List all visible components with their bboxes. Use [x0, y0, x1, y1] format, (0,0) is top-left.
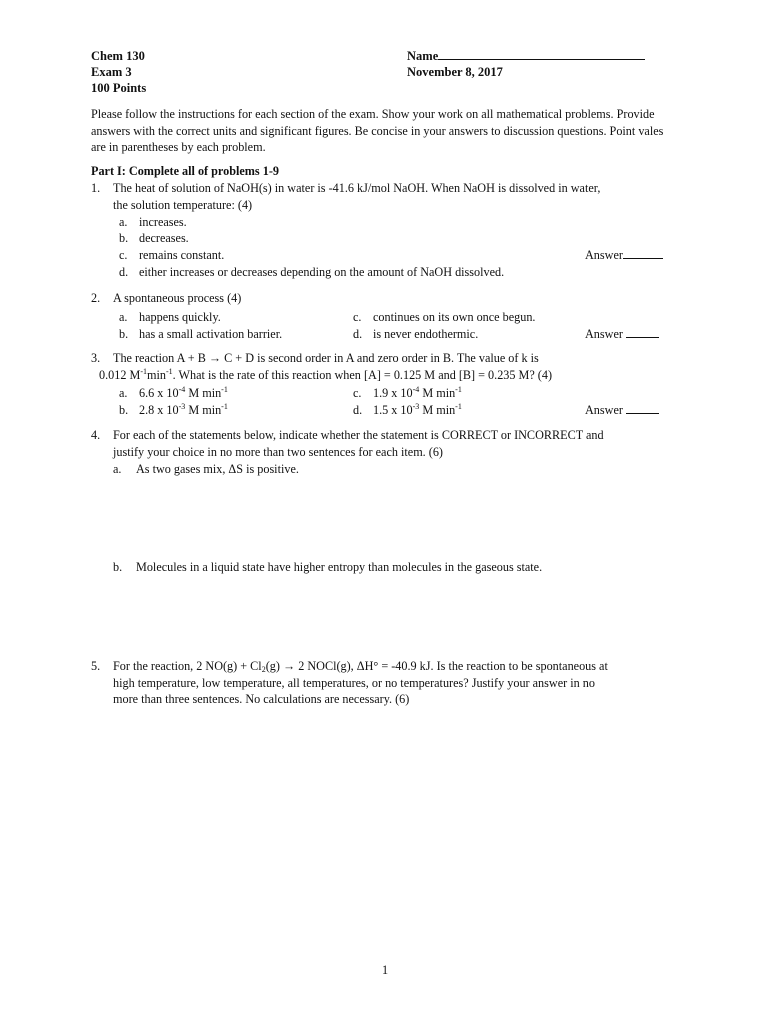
question-number: 1. [91, 181, 101, 195]
question-text-line: high temperature, low temperature, all temperatures, or no temperatures? Justify your answer in no [113, 675, 595, 690]
name-blank [438, 48, 645, 60]
question-4 [91, 427, 681, 587]
question-text-line: 0.012 $M^{-1}\min^{-1}$. What is the rate of this reaction when [A] = 0.125 M and [B] = 0.235 M? (4) [99, 367, 553, 382]
question-text-line: The heat of solution of NaOH(s) in water is -41.6 kJ/mol NaOH. When NaOH is dissolved in water, [113, 181, 601, 195]
name-label: Name [407, 49, 439, 63]
option-d: d. either increases or decreases depending on the amount of NaOH dissolved. [119, 265, 505, 279]
option-a: a. increases. [119, 215, 187, 229]
option-b: b. 2.8 x $10^{-3}$ M $\min^{-1}$ [119, 402, 228, 417]
instructions: Please follow the instructions for each section of the exam. Show your work on all mathematical problems. Provide answers with the correct units and significant figures. Be concise in your answers to discussion questions. Point vales are in parentheses by each problem. [91, 107, 664, 154]
question-text-line: justify your choice in no more than two sentences for each item. (6) [113, 444, 443, 459]
answer-field[interactable]: Answer [585, 326, 659, 343]
option-c: c. 1.9 x $10^{-4}$ M $\min^{-1}$ [353, 385, 462, 400]
option-d: d. 1.5 x $10^{-3}$ M $\min^{-1}$ [353, 402, 462, 417]
option-a: a. 6.6 x $10^{-4}$ M $\min^{-1}$ [119, 385, 228, 400]
answer-field[interactable]: Answer [585, 402, 659, 419]
question-text-line: the solution temperature: (4) [113, 197, 253, 212]
page-number: 1 [381, 963, 389, 977]
part-title: Part I: Complete all of problems 1-9 [91, 164, 279, 178]
course-label: Chem 130 [91, 49, 145, 63]
question-2 [91, 290, 681, 345]
question-1 [91, 180, 681, 280]
answer-field[interactable]: Answer [585, 247, 663, 264]
question-text-line: more than three sentences. No calculations are necessary. (6) [113, 692, 410, 706]
exam-date: November 8, 2017 [407, 65, 503, 79]
question-number: 5. [91, 659, 101, 673]
question-text-line: For each of the statements below, indicate whether the statement is CORRECT or INCORRECT and [113, 428, 604, 442]
option-c: c. remains constant. [119, 248, 225, 262]
statement-b: b. Molecules in a liquid state have higher entropy than molecules in the gaseous state. [113, 560, 543, 574]
question-5 [91, 658, 681, 710]
option-c: c. continues on its own once begun. [353, 310, 536, 324]
question-text: The reaction A + B → C + D is second order in A and zero order in B. The value of k is [113, 351, 539, 365]
question-text [113, 658, 683, 708]
question-text-line: For the reaction, 2 $NO(g) + Cl_2(g) \to 2$ NOCl(g), ΔH° = -40.9 kJ. Is the reaction to be spontaneous at [113, 659, 608, 674]
statement-a: a. As two gases mix, ΔS is positive. [113, 462, 299, 476]
question-3 [91, 350, 681, 420]
question-text [113, 427, 683, 460]
question-number: 3. [91, 351, 101, 365]
exam-label: Exam 3 [91, 65, 132, 79]
option-b: b. has a small activation barrier. [119, 327, 283, 341]
option-d: d. is never endothermic. [353, 327, 479, 341]
option-b: b. decreases. [119, 231, 189, 245]
name-field [407, 48, 645, 65]
question-number: 2. [91, 291, 101, 305]
question-text: A spontaneous process (4) [113, 291, 242, 305]
points-label: 100 Points [91, 81, 147, 95]
question-text [113, 180, 683, 213]
option-a: a. happens quickly. [119, 310, 221, 324]
question-number: 4. [91, 428, 101, 442]
